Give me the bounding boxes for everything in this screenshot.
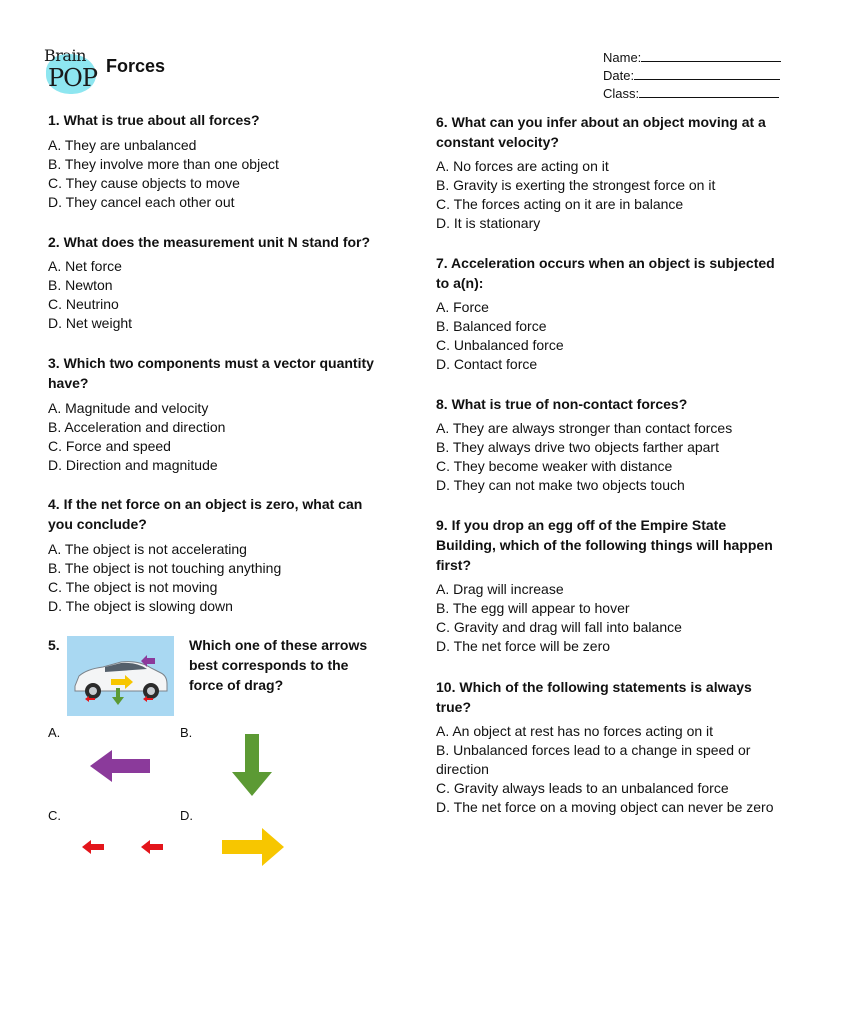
name-line[interactable] <box>641 50 781 62</box>
question-6-title-line-1: 6. What can you infer about an object moving at a <box>436 114 766 130</box>
name-label: Name: <box>603 50 642 65</box>
question-8-option-c: C. They become weaker with distance <box>436 458 673 474</box>
date-field[interactable] <box>603 68 780 83</box>
brainpop-logo <box>40 44 98 92</box>
name-field[interactable] <box>603 50 781 65</box>
logo-brain-text: Brain <box>44 46 86 65</box>
question-5-option-b-label: B. <box>180 725 193 740</box>
question-9-options <box>436 580 682 656</box>
question-10-option-d: D. The net force on a moving object can never be zero <box>436 799 774 815</box>
question-8-option-a: A. They are always stronger than contact forces <box>436 420 733 436</box>
car-front-hub <box>147 687 155 695</box>
question-9-title-line-2: Building, which of the following things will happen <box>436 537 773 553</box>
small-red-left-arrow-1-icon <box>80 838 106 856</box>
question-1-option-b: B. They involve more than one object <box>48 156 279 172</box>
red-arrow-shape-2 <box>141 840 163 854</box>
question-10-option-c: C. Gravity always leads to an unbalanced force <box>436 780 729 796</box>
date-label: Date: <box>603 68 635 83</box>
question-8-option-b: B. They always drive two objects farther apart <box>436 439 719 455</box>
question-2-options <box>48 257 132 333</box>
question-10-option-b: B. Unbalanced forces lead to a change in speed or <box>436 742 751 758</box>
question-1-option-a: A. They are unbalanced <box>48 137 197 153</box>
purple-left-arrow-icon <box>86 746 156 786</box>
question-9-option-d: D. The net force will be zero <box>436 638 611 654</box>
question-5-number: 5. <box>48 637 60 653</box>
green-down-arrow-icon <box>230 732 274 798</box>
question-5-title <box>189 635 367 695</box>
question-5-title-line-1: Which one of these arrows <box>189 637 368 653</box>
question-4-option-d: D. The object is slowing down <box>48 598 233 614</box>
question-4-option-b: B. The object is not touching anything <box>48 560 282 576</box>
date-line[interactable] <box>634 68 780 80</box>
red-arrow-shape-1 <box>82 840 104 854</box>
question-4-title-line-1: 4. If the net force on an object is zero, what can <box>48 496 363 512</box>
question-10-options <box>436 722 774 817</box>
question-1-title: 1. What is true about all forces? <box>48 112 260 128</box>
logo-pop-text: POP <box>48 64 97 92</box>
question-1-option-d: D. They cancel each other out <box>48 194 235 210</box>
question-10-title-line-1: 10. Which of the following statements is always <box>436 679 752 695</box>
question-7-title-line-2: to a(n): <box>436 275 484 291</box>
car-rear-hub <box>89 687 97 695</box>
question-3-option-d: D. Direction and magnitude <box>48 457 218 473</box>
question-9-option-b: B. The egg will appear to hover <box>436 600 630 616</box>
question-5-title-line-2: best corresponds to the <box>189 657 349 673</box>
class-label: Class: <box>603 86 640 101</box>
question-8-title: 8. What is true of non-contact forces? <box>436 396 688 412</box>
question-7-option-c: C. Unbalanced force <box>436 337 564 353</box>
question-2-option-d: D. Net weight <box>48 315 133 331</box>
question-4-title-line-2: you conclude? <box>48 516 147 532</box>
question-5-option-c-label: C. <box>48 808 61 823</box>
question-6-option-b: B. Gravity is exerting the strongest force on it <box>436 177 716 193</box>
question-4-options <box>48 540 281 616</box>
question-2-option-a: A. Net force <box>48 258 122 274</box>
question-8-option-d: D. They can not make two objects touch <box>436 477 685 493</box>
question-3-option-c: C. Force and speed <box>48 438 171 454</box>
question-7-option-b: B. Balanced force <box>436 318 547 334</box>
question-2-option-b: B. Newton <box>48 277 113 293</box>
question-9-title-line-1: 9. If you drop an egg off of the Empire State <box>436 517 727 533</box>
question-9-option-c: C. Gravity and drag will fall into balance <box>436 619 682 635</box>
document-title: Forces <box>106 56 166 76</box>
question-10-title-line-2: true? <box>436 699 471 715</box>
question-6-title-line-2: constant velocity? <box>436 134 559 150</box>
class-field[interactable] <box>603 86 779 101</box>
question-9-option-a: A. Drag will increase <box>436 581 564 597</box>
question-3-title-line-1: 3. Which two components must a vector quantity <box>48 355 374 371</box>
question-1-options <box>48 136 279 212</box>
question-10-option-b-continued: direction <box>436 761 489 777</box>
purple-arrow-shape <box>90 750 150 782</box>
question-2-option-c: C. Neutrino <box>48 296 119 312</box>
small-red-left-arrow-2-icon <box>139 838 165 856</box>
question-2-title: 2. What does the measurement unit N stand for? <box>48 234 371 250</box>
question-7-title-line-1: 7. Acceleration occurs when an object is subjected <box>436 255 775 271</box>
question-5-title-line-3: force of drag? <box>189 677 284 693</box>
car-figure-image <box>67 636 174 716</box>
question-3-option-a: A. Magnitude and velocity <box>48 400 209 416</box>
question-5-option-d-label: D. <box>180 808 193 823</box>
question-5-option-a-label: A. <box>48 725 61 740</box>
class-line[interactable] <box>639 86 779 98</box>
question-8-options <box>436 419 732 495</box>
car-forces-figure <box>67 636 174 716</box>
question-6-option-a: A. No forces are acting on it <box>436 158 609 174</box>
question-10-title <box>436 677 752 717</box>
question-3-option-b: B. Acceleration and direction <box>48 419 226 435</box>
question-3-title-line-2: have? <box>48 375 89 391</box>
question-9-title <box>436 515 773 575</box>
question-4-option-c: C. The object is not moving <box>48 579 218 595</box>
question-6-title <box>436 112 766 152</box>
question-3-title <box>48 353 374 393</box>
question-4-title <box>48 494 362 534</box>
question-7-options <box>436 298 564 374</box>
green-arrow-shape <box>232 734 272 796</box>
question-6-option-d: D. It is stationary <box>436 215 541 231</box>
question-6-options <box>436 157 715 233</box>
question-10-option-a: A. An object at rest has no forces acting on it <box>436 723 714 739</box>
question-4-option-a: A. The object is not accelerating <box>48 541 247 557</box>
question-7-option-d: D. Contact force <box>436 356 538 372</box>
yellow-right-arrow-icon <box>220 826 286 868</box>
question-7-title <box>436 253 775 293</box>
question-6-option-c: C. The forces acting on it are in balance <box>436 196 684 212</box>
question-1-option-c: C. They cause objects to move <box>48 175 240 191</box>
question-3-options <box>48 399 225 475</box>
question-7-option-a: A. Force <box>436 299 489 315</box>
yellow-arrow-shape <box>222 828 284 866</box>
question-9-title-line-3: first? <box>436 557 471 573</box>
